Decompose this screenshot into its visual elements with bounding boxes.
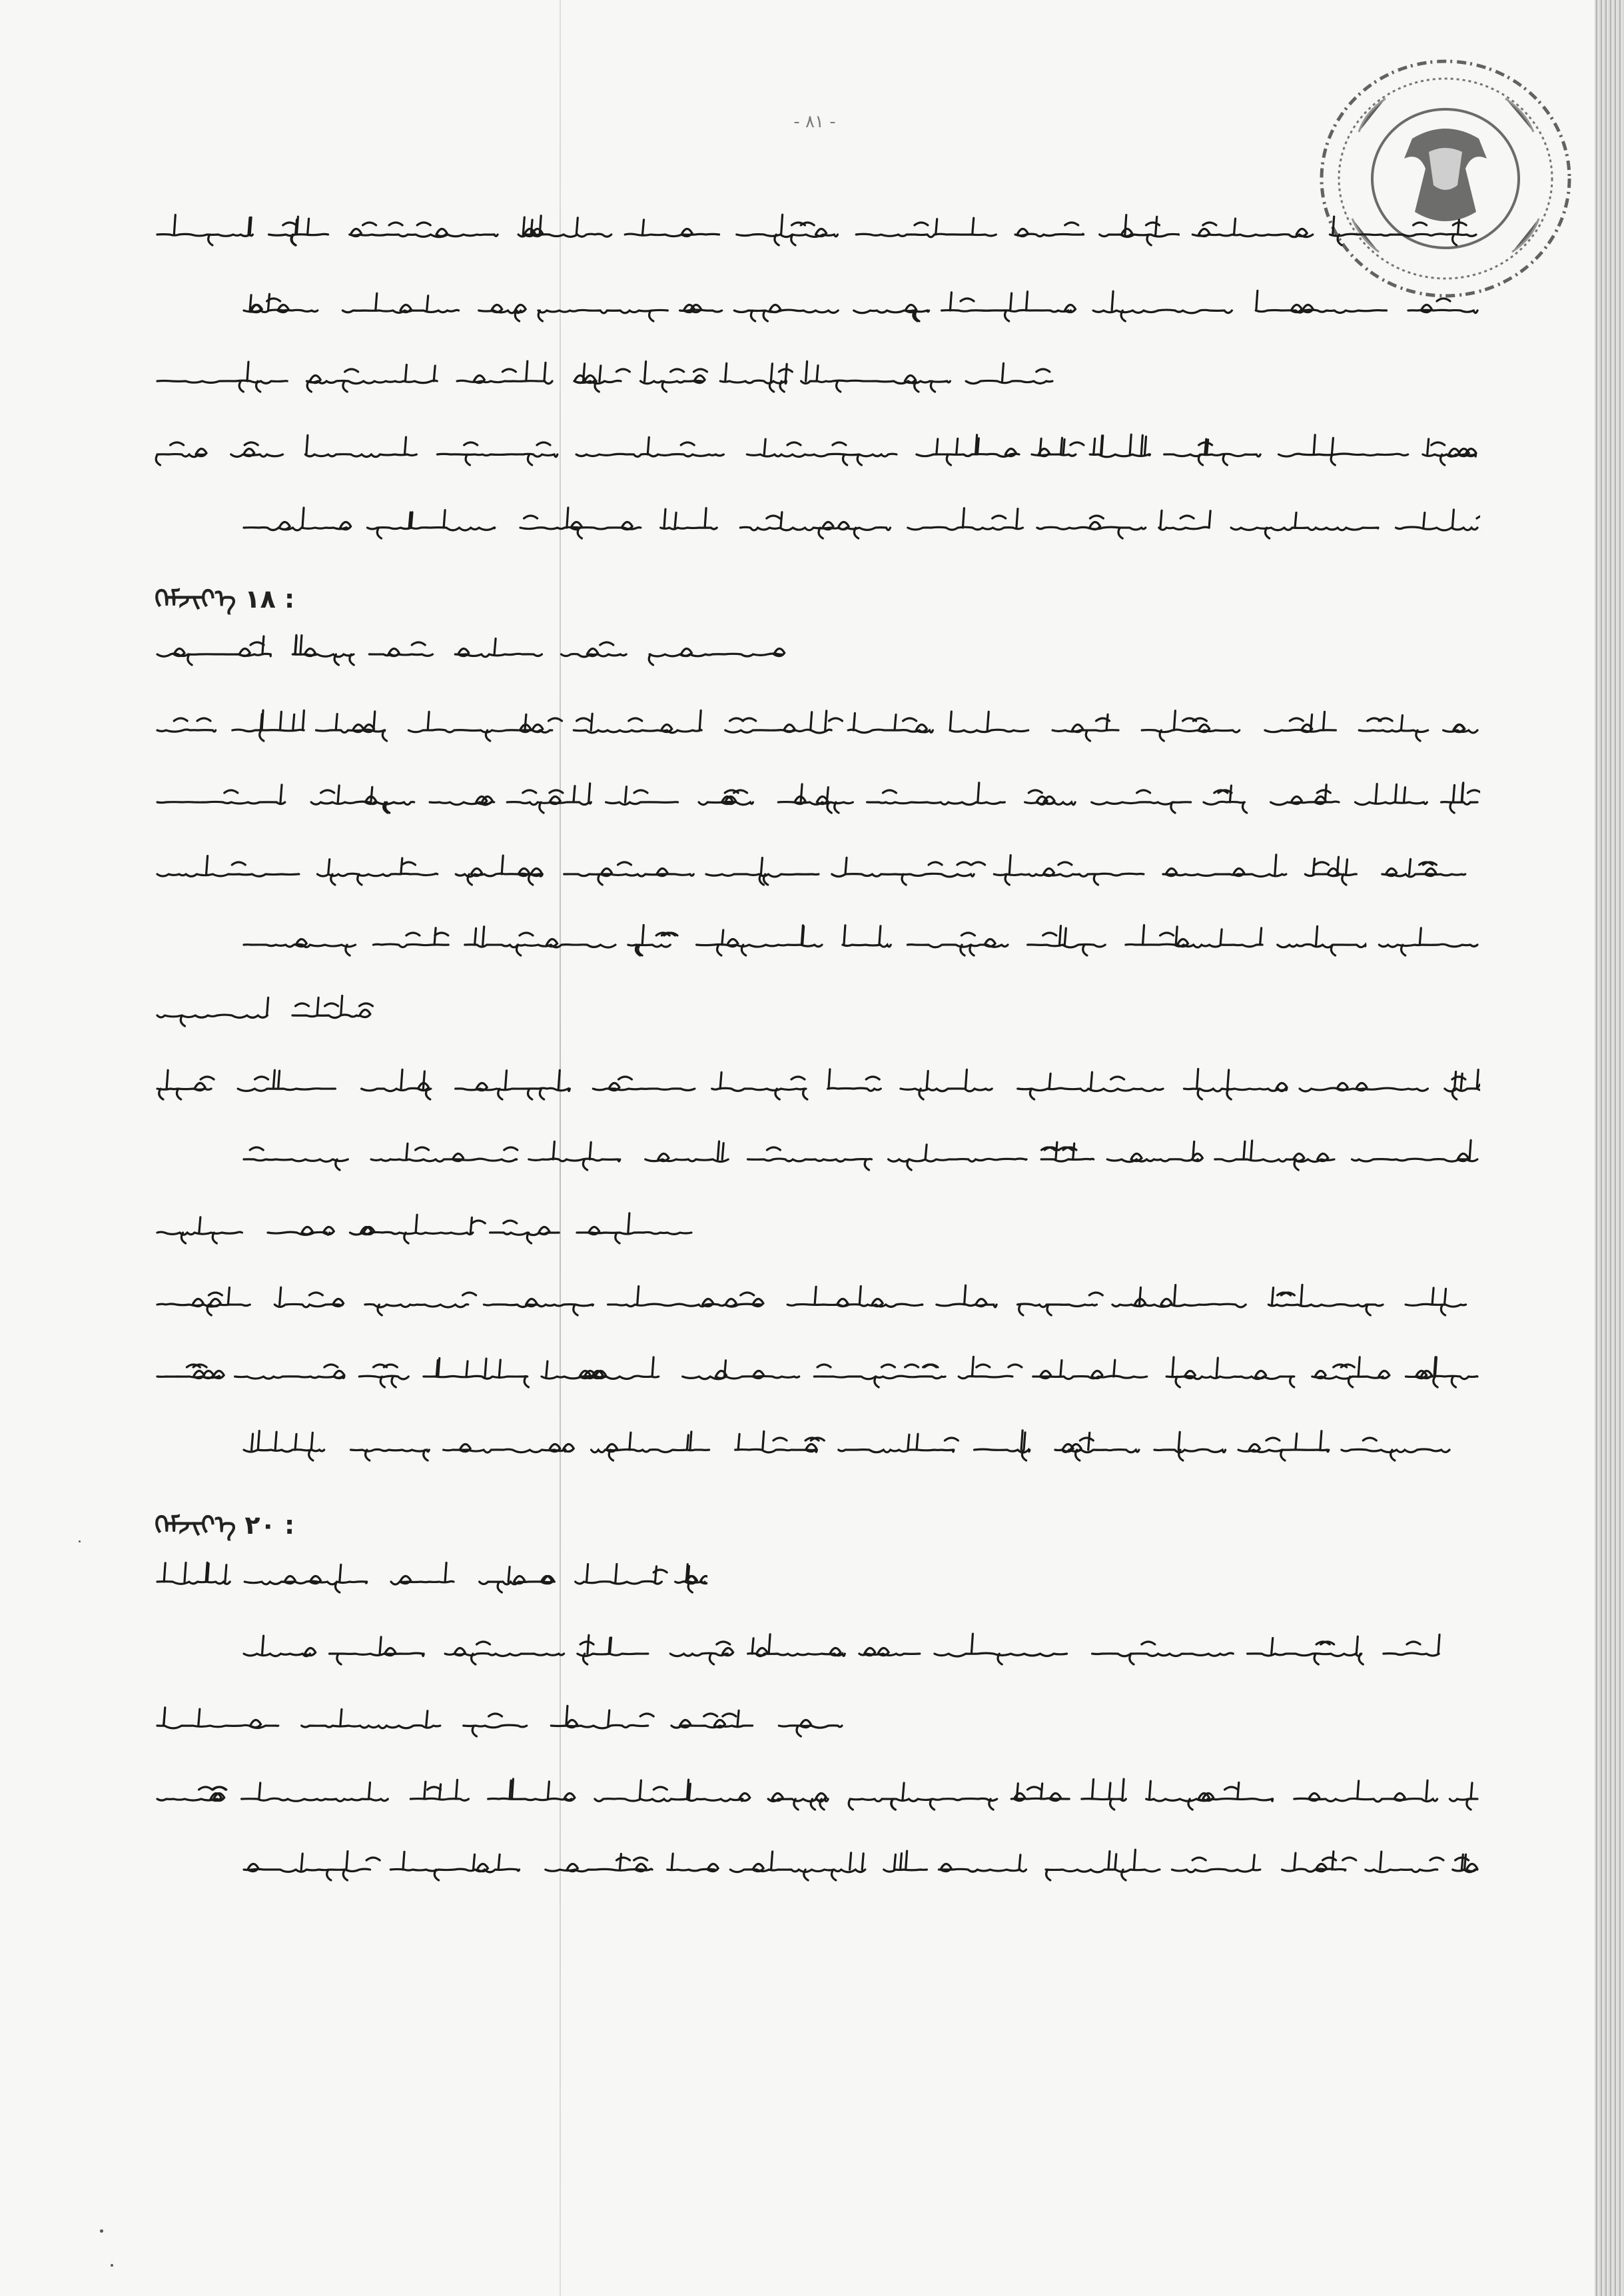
- text-line: [155, 852, 1480, 889]
- text-line: [241, 505, 1480, 542]
- text-line: [241, 922, 1480, 959]
- text-line: [241, 1427, 1480, 1464]
- text-line: [155, 1703, 845, 1740]
- text-line: [241, 1631, 1480, 1668]
- text-line: [155, 212, 1479, 249]
- text-line: [241, 288, 1480, 325]
- text-line: [155, 1066, 1480, 1103]
- official-seal: [1312, 52, 1579, 305]
- scan-speck: [111, 2264, 113, 2267]
- article-heading: ᠬᠡᠮᠵᠢᠶ᠎ᠡ ١٨ :: [155, 584, 295, 614]
- text-line: [155, 358, 1055, 396]
- text-line: [155, 1776, 1480, 1814]
- scanner-edge: [1595, 0, 1624, 2296]
- text-line: [241, 1847, 1480, 1884]
- text-line: [155, 780, 1480, 817]
- text-line: [155, 1210, 694, 1247]
- text-line: [155, 432, 1480, 469]
- text-line: [155, 1559, 707, 1596]
- text-line: [155, 708, 1480, 745]
- page-number: - ٨١ -: [793, 112, 836, 132]
- text-line: [241, 1137, 1480, 1174]
- text-line: [155, 1354, 1480, 1391]
- text-line: [155, 1282, 1480, 1319]
- scan-speck: [79, 1540, 81, 1542]
- article-heading: ᠬᠡᠮᠵᠢᠶ᠎ᠡ ٢٠ :: [155, 1510, 295, 1540]
- text-line: [155, 632, 814, 669]
- scan-speck: [100, 2229, 103, 2233]
- text-line: [155, 993, 408, 1030]
